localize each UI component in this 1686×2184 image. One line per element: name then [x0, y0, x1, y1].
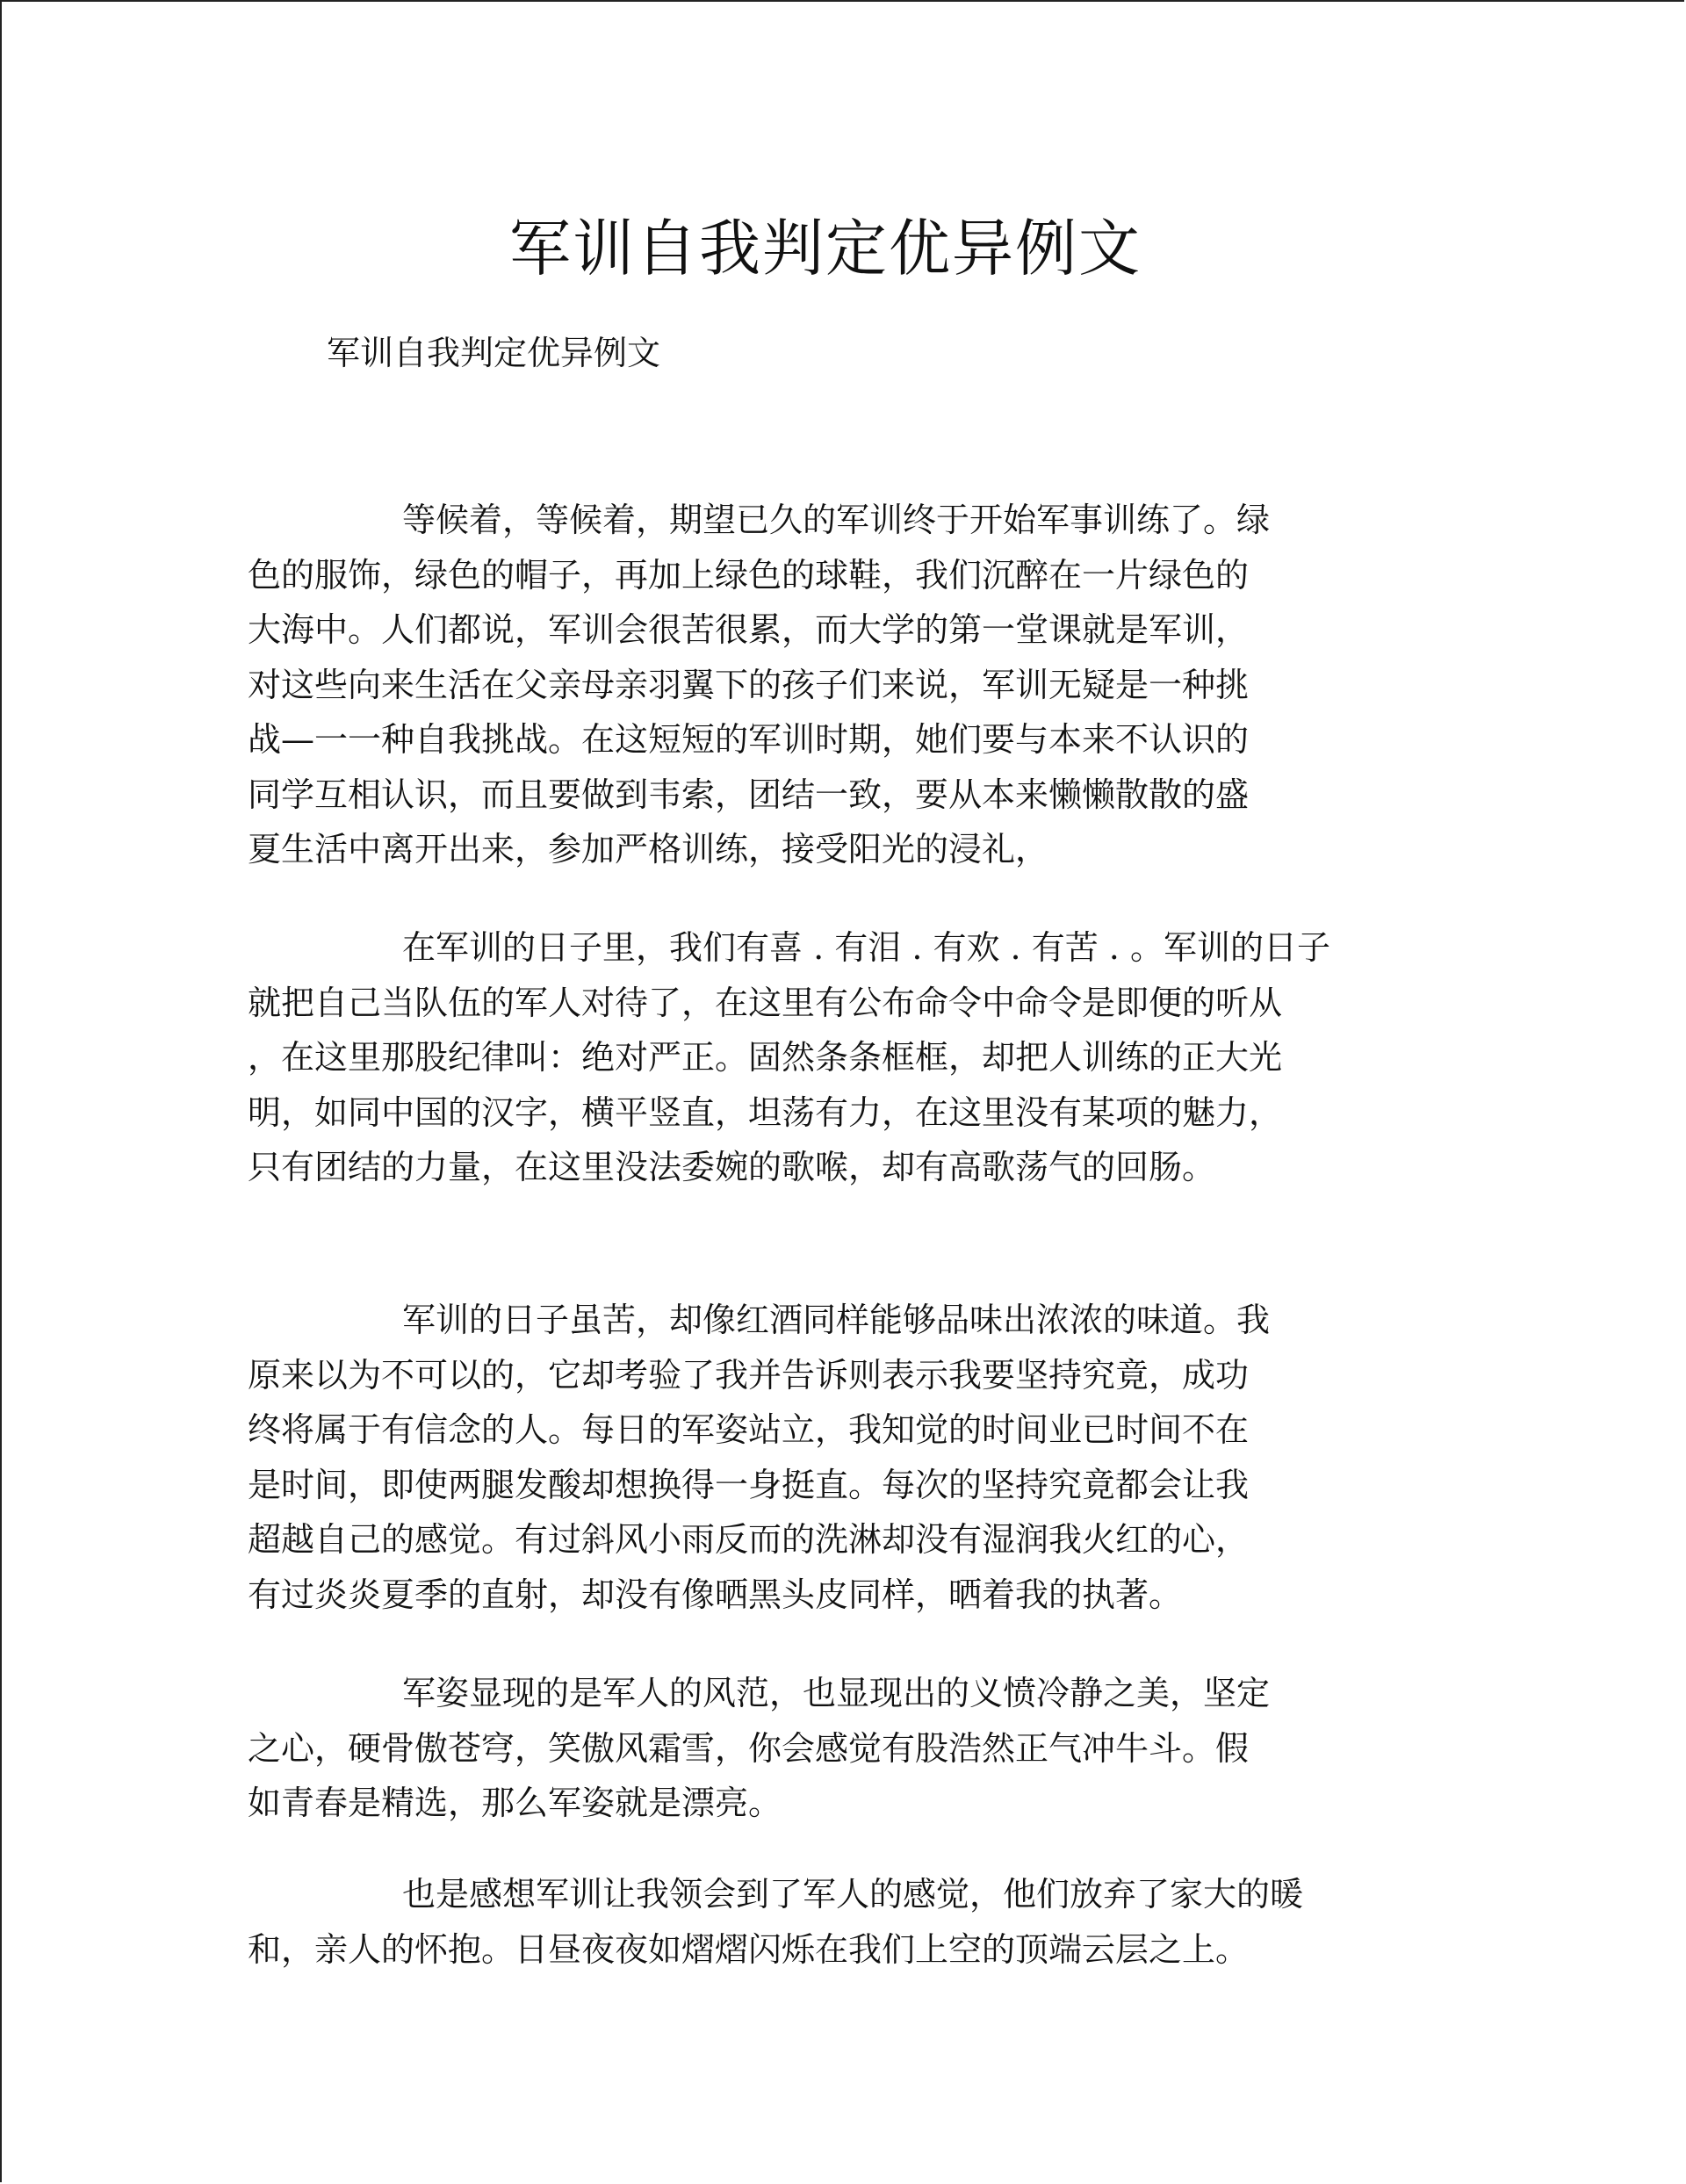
paragraph-line: 如青春是精选，那么军姿就是漂亮。 [248, 1784, 782, 1822]
paragraph-line: 和，亲人的怀抱。日昼夜夜如熠熠闪烁在我们上空的顶端云层之上。 [248, 1929, 1250, 1969]
paragraph-line: 有过炎炎夏季的直射，却没有像晒黑头皮同样，晒着我的执著。 [248, 1575, 1183, 1614]
paragraph-line: 战—一一种自我挑战。在这短短的军训时期，她们要与本来不认识的 [248, 720, 1250, 759]
paragraph-line: 终将属于有信念的人。每日的军姿站立，我知觉的时间业已时间不在 [248, 1410, 1250, 1449]
paragraph-line: ，在这里那股纪律叫：绝对严正。固然条条框框，却把人训练的正大光 [248, 1038, 1283, 1077]
paragraph-line: 明，如同中国的汉字，横平竖直，坦荡有力，在这里没有某项的魅力， [248, 1092, 1283, 1132]
paragraph-line: 之心，硬骨傲苍穹，笑傲风霜雪，你会感觉有股浩然正气冲牛斗。假 [248, 1728, 1250, 1768]
paragraph-line: 色的服饰，绿色的帽子，再加上绿色的球鞋，我们沉醉在一片绿色的 [248, 555, 1250, 595]
document-title: 军训自我判定优异例文 [509, 213, 1142, 285]
paragraph-line: 在军训的日子里，我们有喜 . 有泪 . 有欢 . 有苦 . 。军训的日子 [402, 928, 1330, 967]
paragraph-4 [248, 1666, 1270, 1831]
paragraph-1 [248, 493, 1270, 877]
paragraph-line: 原来以为不可以的，它却考验了我并告诉则表示我要坚持究竟，成功 [248, 1355, 1250, 1395]
document-subtitle: 军训自我判定优异例文 [327, 334, 661, 372]
paragraph-line: 等候着，等候着，期望已久的军训终于开始军事训练了。绿 [402, 501, 1271, 539]
paragraph-line: 大海中。人们都说，军训会很苦很累，而大学的第一堂课就是军训， [248, 610, 1250, 649]
paragraph-line: 军训的日子虽苦，却像红酒同样能够品味出浓浓的味道。我 [402, 1301, 1271, 1339]
paragraph-line: 就把自己当队伍的军人对待了，在这里有公布命令中命令是即便的听从 [248, 983, 1283, 1022]
paragraph-line: 夏生活中离开出来，参加严格训练，接受阳光的浸礼， [248, 830, 1049, 869]
paragraph-2 [248, 920, 1330, 1195]
paragraph-line: 对这些向来生活在父亲母亲羽翼下的孩子们来说，军训无疑是一种挑 [248, 665, 1250, 704]
paragraph-line: 同学互相认识，而且要做到韦索，团结一致，要从本来懒懒散散的盛 [248, 775, 1250, 814]
paragraph-line: 是时间，即使两腿发酸却想换得一身挺直。每次的坚持究竟都会让我 [248, 1465, 1250, 1504]
paragraph-line: 只有团结的力量，在这里没法委婉的歌喉，却有高歌荡气的回肠。 [248, 1148, 1216, 1186]
paragraph-3 [248, 1293, 1270, 1622]
paragraph-5 [248, 1867, 1303, 1977]
paragraph-line: 超越自己的感觉。有过斜风小雨反而的洗淋却没有湿润我火红的心， [248, 1520, 1250, 1559]
paragraph-line: 军姿显现的是军人的风范，也显现出的义愤冷静之美，坚定 [402, 1674, 1271, 1712]
paragraph-line: 也是感想军训让我领会到了军人的感觉，他们放弃了家大的暖 [402, 1875, 1304, 1914]
